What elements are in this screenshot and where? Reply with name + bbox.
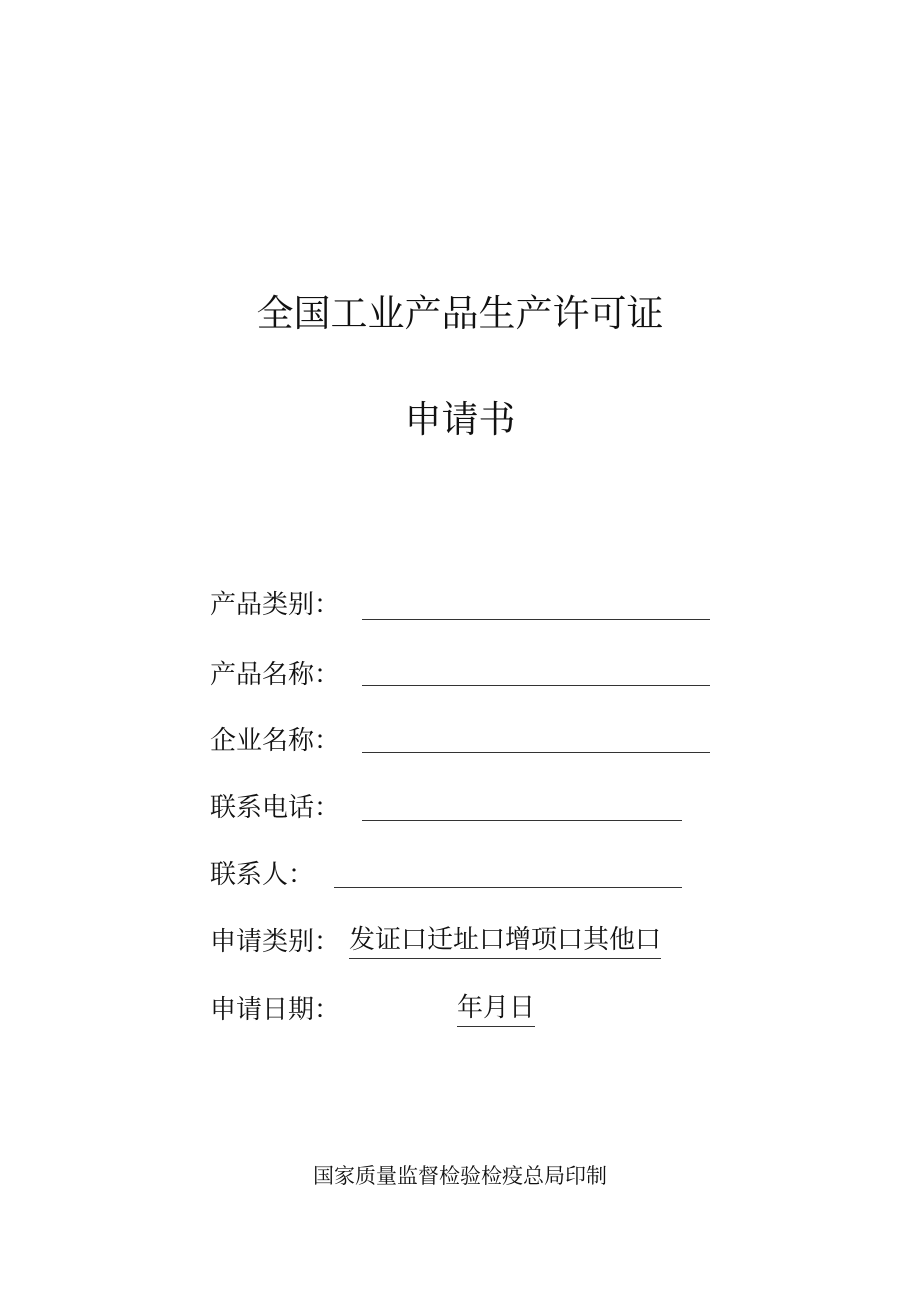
contact-person-input[interactable] <box>334 887 682 888</box>
contact-phone-field <box>210 788 710 828</box>
product-name-label: 产品名称： <box>210 660 341 690</box>
application-type-options[interactable]: 发证口迁址口增项口其他口 <box>349 922 661 959</box>
contact-person-field <box>210 855 710 895</box>
product-category-label: 产品类别： <box>210 590 341 620</box>
contact-person-label: 联系人： <box>210 860 315 890</box>
application-date-value[interactable]: 年月日 <box>457 990 535 1027</box>
company-name-field <box>210 721 710 761</box>
company-name-input[interactable] <box>362 752 710 753</box>
document-title: 全国工业产品生产许可证 <box>256 292 664 335</box>
issuer-footer: 国家质量监督检验检疫总局印制 <box>313 1164 607 1188</box>
company-name-label: 企业名称： <box>210 726 341 756</box>
product-name-field <box>210 655 710 695</box>
contact-phone-label: 联系电话： <box>210 793 341 823</box>
product-category-field <box>210 585 710 625</box>
product-category-input[interactable] <box>362 619 710 620</box>
application-date-field <box>210 990 710 1030</box>
application-date-label: 申请日期： <box>210 995 341 1025</box>
contact-phone-input[interactable] <box>362 820 682 821</box>
document-subtitle: 申请书 <box>404 398 516 441</box>
application-type-field <box>210 922 710 962</box>
application-type-label: 申请类别： <box>210 927 341 957</box>
product-name-input[interactable] <box>362 685 710 686</box>
